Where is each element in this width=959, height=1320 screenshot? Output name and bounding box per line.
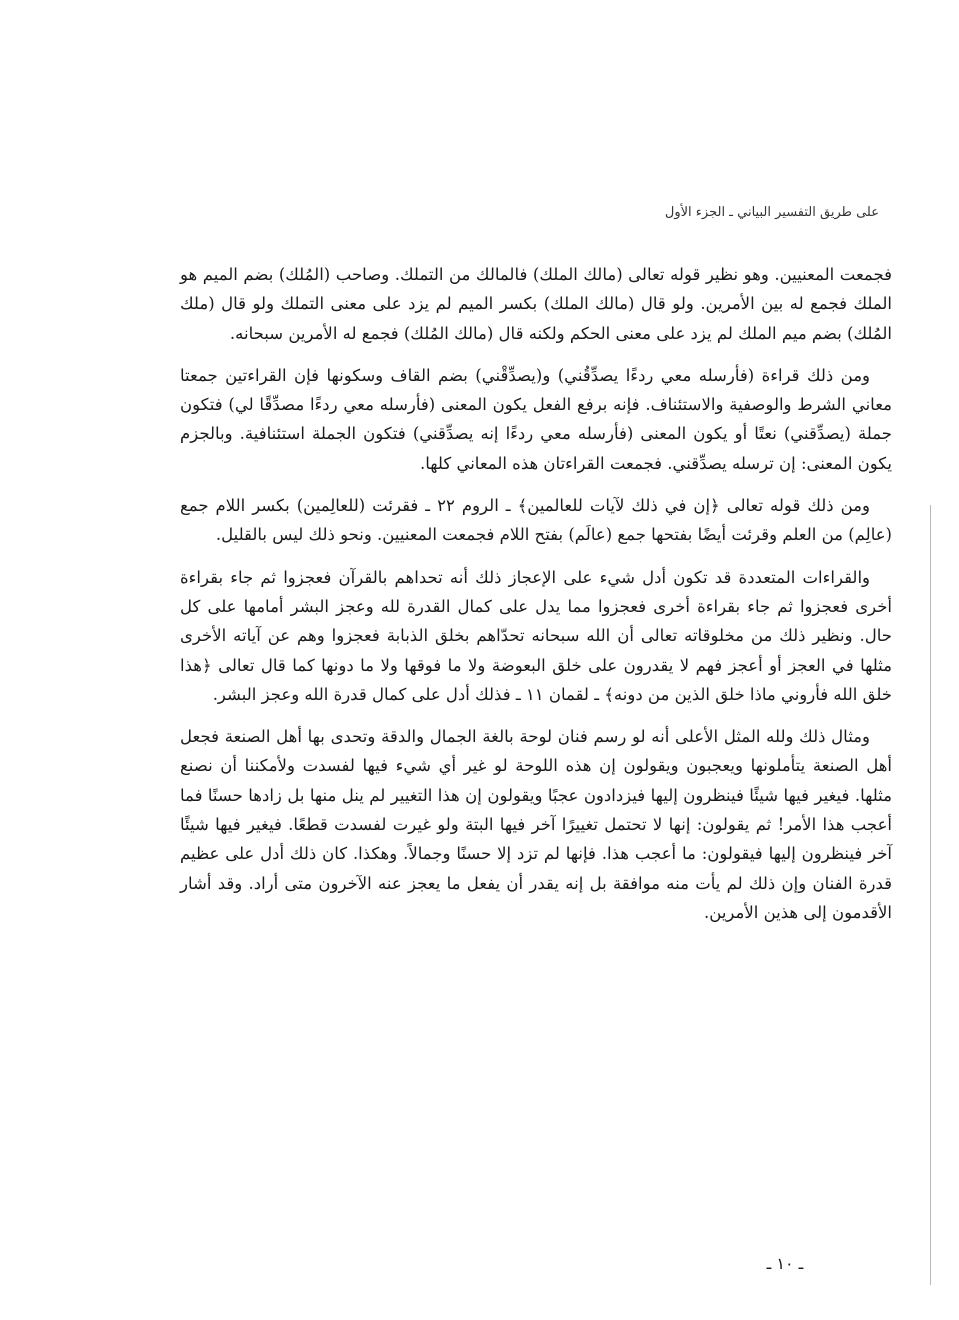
- running-header: على طريق التفسير البياني ـ الجزء الأول: [664, 205, 879, 220]
- paragraph: ومثال ذلك ولله المثل الأعلى أنه لو رسم فنان لوحة بالغة الجمال والدقة وتحدى بها أهل الصنعة فجعل أهل الصنعة يتأملونها ويعجبون ويقولون إن هذه اللوحة لو غير أي شيء فيها لفسدت ولأمكننا أن نصنع مثلها. فيغير فيها شيئًا فينظرون إليها فيزدادون عجبًا ويقولون إن هذا التغيير لم ينل منها بل زادها حسنًا فما أعجب هذا الأمر! ثم يقولون: إنها لا تحتمل تغييرًا آخر فيها البتة ولو غيرت لفسدت قطعًا. فيغير فيها شيئًا آخر فينظرون إليها فيقولون: ما أعجب هذا. فإنها لم تزد إلا حسنًا وجمالاً. وهكذا. كان ذلك أدل على عظيم قدرة الفنان وإن ذلك لم يأت منه موافقة بل إنه يقدر أن يفعل ما يعجز عنه الآخرون متى أراد. وقد أشار الأقدمون إلى هذين الأمرين.: [180, 727, 892, 922]
- paragraph: فجمعت المعنيين. وهو نظير قوله تعالى (مالك الملك) فالمالك من التملك. وصاحب (المُلك) بضم الميم هو الملك فجمع له بين الأمرين. ولو قال (مالك الملك) بكسر الميم لم يزد على معنى التملك ولو قال (ملك المُلك) بضم ميم الملك لم يزد على معنى الحكم ولكنه قال (مالك المُلك) فجمع له الأمرين سبحانه.: [180, 265, 892, 343]
- page-number: ـ ١٠ ـ: [766, 1254, 804, 1273]
- paragraph: ومن ذلك قوله تعالى ﴿إن في ذلك لآيات للعالمين﴾ ـ الروم ٢٢ ـ فقرئت (للعالِمين) بكسر اللام جمع (عالِم) من العلم وقرئت أيضًا بفتحها جمع (عالَم) بفتح اللام فجمعت المعنيين. ونحو ذلك ليس بالقليل.: [180, 496, 892, 545]
- body-text: [180, 260, 892, 940]
- paragraph: ومن ذلك قراءة (فأرسله معي ردءًا يصدِّقُني) و(يصدِّقْني) بضم القاف وسكونها فإن القراءتين جمعتا معاني الشرط والوصفية والاستئناف. فإنه برفع الفعل يكون المعنى (فأرسله معي ردءًا مصدِّقًا لي) فتكون جملة (يصدِّقني) نعتًا أو يكون المعنى (فأرسله معي ردءًا إنه يصدِّقني) فتكون الجملة استئنافية. وبالجزم يكون المعنى: إن ترسله يصدِّقني. فجمعت القراءتان هذه المعاني كلها.: [180, 365, 892, 473]
- paragraph: والقراءات المتعددة قد تكون أدل شيء على الإعجاز ذلك أنه تحداهم بالقرآن فعجزوا ثم جاء بقراءة أخرى فعجزوا ثم جاء بقراءة أخرى فعجزوا مما يدل على كمال القدرة لله وعجز البشر أمامها على كل حال. ونظير ذلك من مخلوقاته تعالى أن الله سبحانه تحدّاهم بخلق الذبابة فعجزوا وهم عن آياته الأخرى مثلها في العجز أو أعجز فهم لا يقدرون على خلق البعوضة ولا ما فوقها ولا ما دونها كما قال تعالى ﴿هذا خلق الله فأروني ماذا خلق الذين من دونه﴾ ـ لقمان ١١ ـ فذلك أدل على كمال قدرة الله وعجز البشر.: [180, 567, 892, 704]
- scan-edge-divider: [930, 505, 931, 1285]
